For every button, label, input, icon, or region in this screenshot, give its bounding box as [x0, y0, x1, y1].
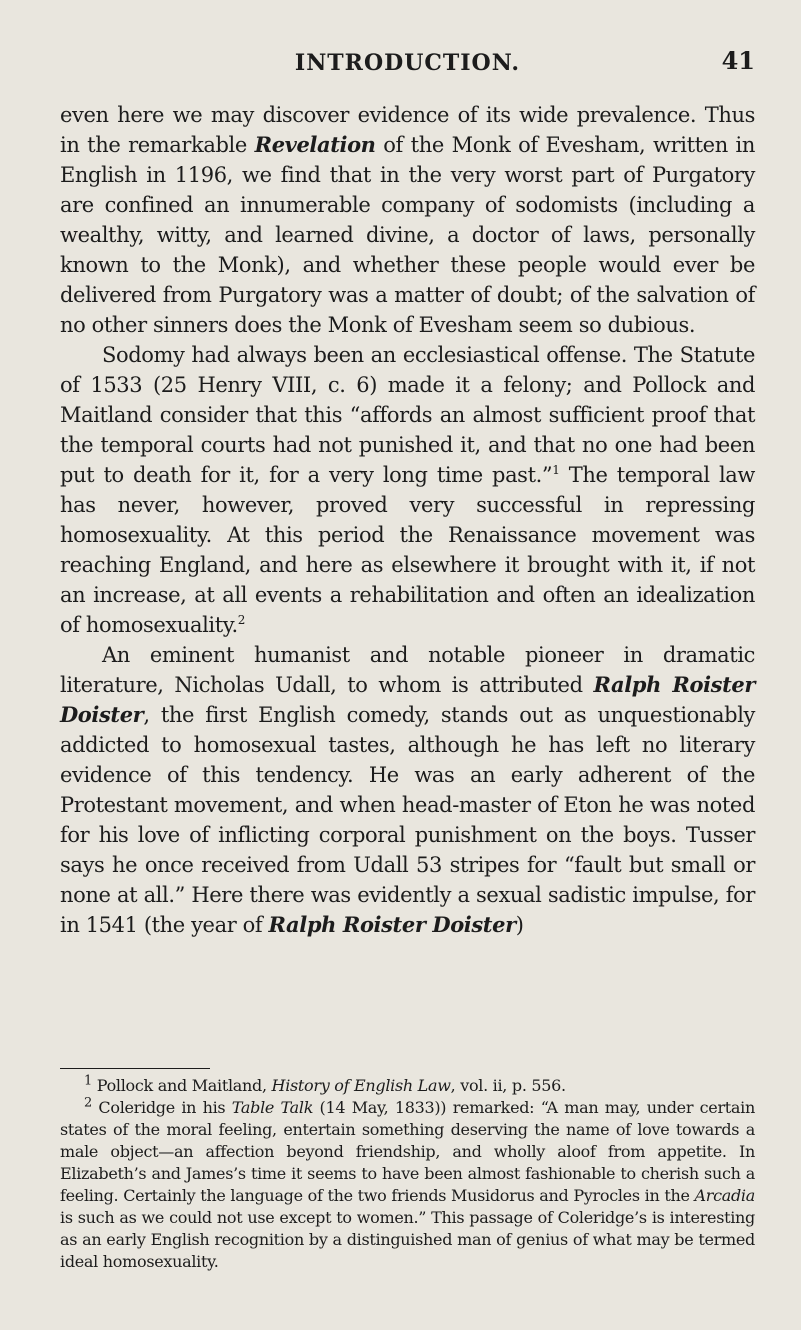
running-head	[60, 46, 755, 86]
paragraph-2-text-a: Sodomy had always been an ecclesiastical offense. The Statute of 1533 (25 Henry VIII, c. 6) made it a felony; and Pollock and Maitland consider that this “affords an almost sufficient proof that the temporal courts had not punished it, and that no one had been put to death for it, for a very long time past.”	[60, 343, 755, 487]
paragraph-2-text-b: The temporal law has never, however, proved very successful in repressing homosexuality. At this period the Renaissance movement was reaching England, and here as elsewhere it brought with it, if not an increase, at all events a rehabilitation and often an idealization of homosexuality.	[60, 463, 755, 637]
footnote-2-text-b: (14 May, 1833)) remarked: “A man may, under certain states of the moral feeling, entertain something deserving the name of love towards a male object—an affection beyond friendship, and wholly aloof from appetite. In Elizabeth’s and James’s time it seems to have been almost fashionable to cherish such a feeling. Certainly the language of the two friends Musidorus and Pyrocles in the	[60, 1098, 755, 1205]
paragraph-1-text-a: even here we may discover evidence of its wide prevalence. Thus in the remarkable	[60, 103, 755, 157]
paragraph-3-text-a: An eminent humanist and notable pioneer in dramatic literature, Nicholas Udall, to whom is attributed	[60, 643, 755, 697]
footnote-1-mark: 1	[84, 1073, 92, 1089]
footnote-2-text-a: Coleridge in his	[91, 1098, 232, 1117]
paragraph-3	[60, 640, 755, 940]
page-number: 41	[721, 46, 755, 75]
running-title: INTRODUCTION.	[294, 50, 521, 76]
footnote-1-text-b: , vol. ii, p. 556.	[450, 1076, 566, 1095]
footnote-divider	[60, 1068, 210, 1069]
body-text	[60, 100, 755, 940]
footnotes	[60, 1075, 755, 1273]
footnote-2-title-arcadia: Arcadia	[694, 1186, 755, 1205]
paragraph-2	[60, 340, 755, 640]
footnote-ref-1[interactable]: 1	[552, 463, 560, 477]
footnote-2	[60, 1097, 755, 1273]
work-title-revelation: Revelation	[254, 132, 376, 157]
work-title-ralph-roister-doister: Ralph Roister Doister	[60, 672, 755, 727]
paragraph-3-text-c: )	[515, 913, 524, 937]
footnote-2-mark: 2	[84, 1095, 92, 1111]
footnote-2-title-table-talk: Table Talk	[231, 1098, 314, 1117]
footnote-1-text-a: Pollock and Maitland,	[91, 1076, 272, 1095]
footnote-1	[60, 1075, 755, 1097]
footnote-2-text-c: is such as we could not use except to women.” This passage of Coleridge’s is interesting as an early English recognition by a distinguished man of genius of what may be termed ideal homosexuality.	[60, 1208, 755, 1271]
paragraph-1	[60, 100, 755, 340]
work-title-ralph-roister-doister-2: Ralph Roister Doister	[268, 912, 516, 937]
footnote-ref-2[interactable]: 2	[237, 613, 245, 627]
paragraph-3-text-b: , the first English comedy, stands out as unquestionably addicted to homosexual tastes, although he has left no literary evidence of this tendency. He was an early adherent of the Protestant movement, and when head-master of Eton he was noted for his love of inflicting corporal punishment on the boys. Tusser says he once received from Udall 53 stripes for “fault but small or none at all.” Here there was evidently a sexual sadistic impulse, for in 1541 (the year of	[60, 703, 755, 937]
paragraph-1-text-b: of the Monk of Evesham, written in English in 1196, we find that in the very worst part of Purgatory are confined an innumerable company of sodomists (including a wealthy, witty, and learned divine, a doctor of laws, personally known to the Monk), and whether these people would ever be delivered from Purgatory was a matter of doubt; of the salvation of no other sinners does the Monk of Evesham seem so dubious.	[60, 133, 756, 337]
footnote-1-title: History of English Law	[271, 1076, 451, 1095]
